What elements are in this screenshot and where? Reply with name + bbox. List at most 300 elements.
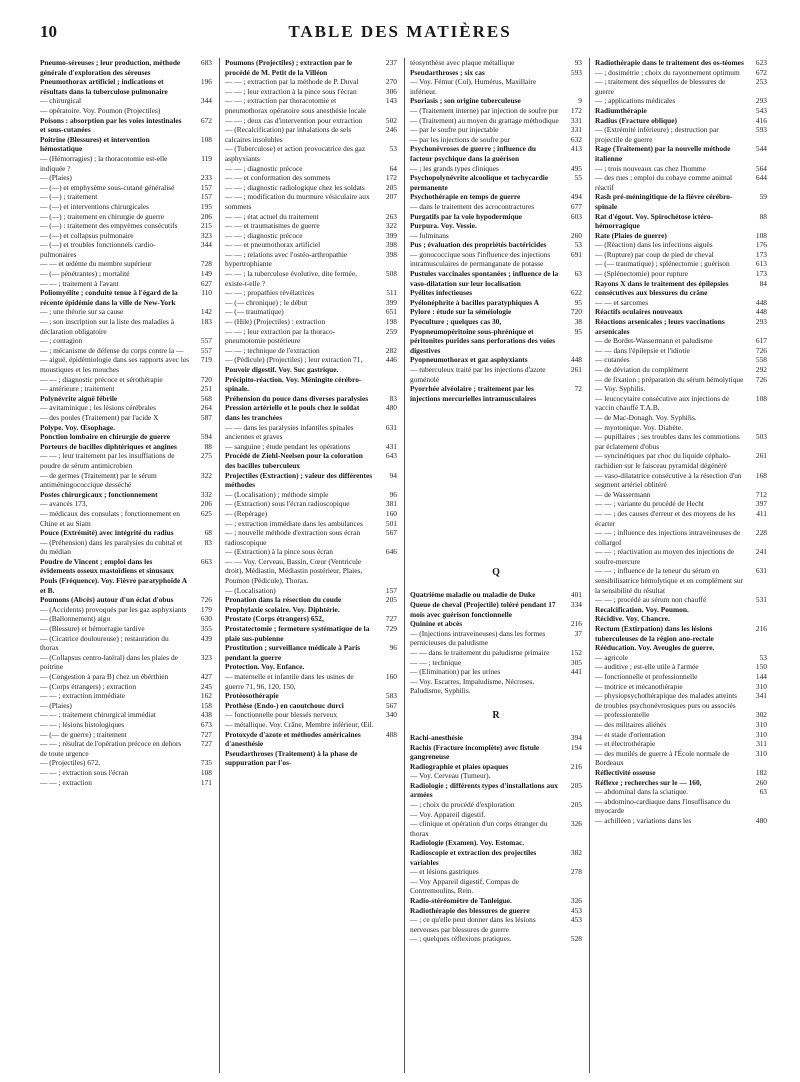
index-entry [595,471,767,490]
entry-page: 259 [385,326,397,336]
index-column-3 [410,58,582,1078]
entry-text: — — dans les paralysies infantiles spinales anciennes et graves [225,422,354,442]
entry-page: 631 [755,566,767,576]
index-entry [410,800,582,810]
index-entry [410,867,582,877]
entry-page: 72 [574,384,582,394]
entry-page: 632 [570,134,582,144]
entry-page: 528 [570,934,582,944]
entry-page: 446 [385,355,397,365]
index-column-1 [40,58,212,1078]
entry-page: 196 [200,77,212,87]
index-entry [595,739,767,749]
index-entry [410,648,582,658]
index-entry [410,106,582,116]
index-entry [225,672,397,691]
index-entry [225,125,397,144]
entry-text: Radiumthérapie [595,105,647,115]
index-entry [225,183,397,193]
entry-text: — cutanées [595,355,630,365]
index-entry [410,202,582,212]
entry-text: — — ; propathies révélatrices [225,288,315,298]
entry-text: — leucocytaire consécutive aux injections de vaccin chauffé T.A.B. [595,393,730,413]
entry-page: 630 [200,614,212,624]
entry-page: 95 [574,297,582,307]
entry-page: 95 [574,326,582,336]
entry-text: — opératoire. Voy. Poumon (Projectiles) [40,105,161,115]
index-entry [410,915,582,934]
entry-text: Prothèse (Endo-) en caoutchouc durci [225,700,344,710]
entry-page: 720 [200,374,212,384]
entry-page: 416 [755,115,767,125]
entry-text: — — ; réactivation au moyen des injections de soufre-mercure [595,547,735,566]
entry-page: 94 [389,470,397,480]
page-number: 10 [40,22,57,41]
entry-text: — (Préhension) dans les paralysies du cubital et du médian [40,537,183,557]
entry-page [562,771,582,781]
entry-page: 55 [574,173,582,183]
entry-text: Pouce (Extrémité) avec intégrité du radius [40,528,174,538]
entry-text: — ; mécanisme de défense du corps contre la — [40,345,184,355]
entry-text: Pneumothorax artificiel ; indications et résultats dans la tuberculose pulmonaire [40,77,168,96]
index-entry [595,691,767,710]
entry-page: 646 [385,547,397,557]
index-entry [595,624,767,643]
entry-text: — (Réaction) dans les infections aiguës [595,240,713,250]
index-entry [40,672,212,682]
entry-text: — — ; état actuel du traitement [225,211,319,221]
index-entry [410,144,582,163]
entry-text: — des rues ; emploi du cobaye comme animal réactif [595,173,733,192]
index-entry [410,116,582,126]
entry-text: — chirurgical [40,96,82,106]
entry-text: — Voy Appareil digestif, Compas de Contremoulins, Rein. [410,876,519,896]
entry-page: 729 [385,624,397,634]
entry-text: Queue de cheval (Projectile) toléré pendant 17 mois avec guérison fonctionnelle [410,599,556,619]
index-entry [40,499,212,509]
entry-text: — (Extraction) sous l'écran radioscopique [225,499,350,509]
entry-page: 261 [755,451,767,461]
entry-text: — — ; des causes d'erreur et des moyens de les écarter [595,508,736,528]
entry-page: 173 [755,249,767,259]
entry-page: 168 [755,470,767,480]
entry-text: — — ; relations avec l'ostéo-arthropathie hypertrophiante [225,249,348,269]
entry-text: — (Extrémité inférieure) ; destruction par projectile de guerre [595,125,719,144]
entry-text: — (Ballonnement) aigu [40,614,111,624]
index-entry [40,778,212,788]
entry-text: — (—) : traitement des empyèmes consécutifs [40,221,178,231]
entry-text: Pyélonéphrite à bacilles paratyphiques A [410,297,539,307]
index-entry [40,538,212,557]
index-entry [40,614,212,624]
index-entry [595,125,767,144]
entry-page: 617 [755,336,767,346]
entry-text: Pus ; évaluation des propriétés bactéricides [410,240,547,250]
entry-text: — clinique et opération d'un corps étranger du thorax [410,819,548,838]
entry-text: — ; contagion [40,336,83,346]
index-entry [595,787,767,797]
index-entry [40,212,212,222]
entry-text: — — ; influence des injections intraveineuses de collargol [595,528,741,547]
entry-page: 323 [200,652,212,662]
index-entry [410,384,582,403]
entry-page: 448 [570,355,582,365]
entry-text: Porteurs de bacilles diphtériques et angines [40,441,177,451]
entry-page: 448 [755,307,767,317]
entry-page: 691 [570,249,582,259]
entry-text: — — dans le traitement du paludisme primaire [410,647,550,657]
entry-text: Recalcification. Voy. Poumon. [595,604,689,614]
entry-page [562,221,582,231]
entry-page: 310 [755,681,767,691]
index-entry [40,346,212,356]
index-entry [225,451,397,470]
entry-text: — ; traitement des séquelles de blessures de guerre [595,77,726,96]
index-entry [410,250,582,269]
entry-page: 171 [200,777,212,787]
entry-text: — ; une théorie sur sa cause [40,307,124,317]
entry-page: 157 [385,585,397,595]
entry-text: — (—) ; traitement en chirurgie de guerre [40,211,165,221]
index-entry [410,355,582,365]
entry-text: — (— de guerre) ; traitement [40,729,127,739]
entry-text: — avancés 173, [40,499,88,509]
index-entry [225,164,397,174]
entry-page: 427 [200,672,212,681]
entry-text: Radiothérapie dans le traitement des os-téomes [595,58,744,67]
entry-text: — — ; diagnostic précoce [225,230,303,240]
entry-page: 683 [200,58,212,67]
entry-page: 557 [200,336,212,346]
index-entry [595,749,767,768]
entry-text: — des poules (Traitement) par l'acide X [40,412,159,422]
entry-text: — de Wassermann [595,489,651,499]
entry-page: 568 [200,393,212,403]
entry-page: 355 [200,624,212,634]
entry-text: — — et œdème du membre supérieur [40,259,152,269]
entry-text: — gonococcique sous l'influence des injections intramusculaires de permanganate de potasse [410,249,551,269]
entry-text: — de fixation ; préparation du sérum hémolytique [595,374,744,384]
entry-page: 142 [200,307,212,317]
index-entry [595,269,767,279]
index-entry [410,762,582,772]
index-entry [595,413,767,423]
entry-page: 622 [570,288,582,298]
entry-text: — — et pneumothorax artificiel [225,240,321,250]
index-entry [225,173,397,183]
entry-page: 508 [385,269,397,279]
entry-page: 344 [200,96,212,106]
entry-page [747,614,767,624]
index-entry [410,317,582,327]
entry-page: 397 [755,499,767,509]
page-title: TABLE DES MATIÈRES [288,22,512,41]
entry-text: Psoriasis ; son origine tuberculeuse [410,96,521,106]
entry-page: 96 [389,489,397,499]
index-entry [40,154,212,173]
index-entry [595,68,767,78]
index-group-q [410,590,582,696]
index-entry [40,634,212,653]
entry-text: Quinine et abcès [410,619,463,629]
entry-page: 331 [570,115,582,125]
entry-text: — (Projectiles) 672, [40,758,101,768]
entry-text: — (Localisation) [225,585,276,595]
index-entry [410,231,582,241]
entry-page: 241 [755,547,767,557]
entry-text: Radiothérapie des blessures de guerre [410,905,530,915]
index-entry [225,307,397,317]
entry-text: — achilléen ; variations dans les [595,815,692,825]
index-entry [595,231,767,241]
entry-page: 108 [755,230,767,240]
entry-page: 310 [755,719,767,729]
index-entry [410,173,582,192]
entry-text: Prostatectomie ; fermeture systématique de la plaie sus-pubienne [225,624,370,643]
entry-text: — — ; diagnostic précoce [225,163,303,173]
index-entry [595,566,767,595]
entry-text: — (Injections intraveineuses) dans les formes pernicieuses du paludisme [410,628,546,648]
index-entry [410,667,582,677]
index-entry [225,720,397,730]
entry-page: 453 [570,915,582,925]
index-entry [595,346,767,356]
index-entry [40,624,212,634]
entry-text: — de déviation du complément [595,365,689,374]
index-entry [410,365,582,384]
index-entry [225,96,397,115]
index-entry [40,259,212,269]
entry-page: 727 [200,729,212,739]
index-entry [40,288,212,307]
index-entry [40,557,212,576]
index-entry [595,662,767,672]
entry-text: — — ; procédé au sérum non chauffé [595,595,707,605]
entry-text: Radius (Fracture oblique) [595,115,677,125]
index-entry [225,710,397,720]
entry-text: — (Plaies) [40,700,72,710]
index-entry [595,816,767,826]
entry-text: Rayons X dans le traitement des épilepsies consécutives aux blessures du crâne [595,278,729,298]
entry-text: Ponction lombaire en chirurgie de guerre [40,432,171,442]
entry-text: — professionnelle [595,710,650,720]
entry-page: 543 [755,105,767,115]
entry-text: — (Pédicule) (Projectiles) ; leur extraction 71, [225,355,363,365]
entry-text: téosynthèse avec plaque métallique [410,58,515,67]
entry-text: Pylore : étude sur la séméiologie [410,307,512,317]
entry-page: 270 [385,77,397,87]
index-entry [595,423,767,433]
entry-text: Postes chirurgicaux ; fonctionnement [40,489,158,499]
entry-text: — (Plaies) [40,173,72,183]
entry-text: Pyopneumothorax et gaz asphyxiants [410,355,528,365]
entry-page: 719 [200,355,212,365]
entry-text: — (Hémorragies) ; la thoracotomie est-elle indiquée ? [40,153,168,173]
index-entry [225,269,397,288]
entry-page: 673 [200,719,212,729]
entry-page: 323 [200,230,212,240]
index-entry [410,733,582,743]
entry-text: — métallique. Voy. Crâne, Membre inférieur, Œil. [225,719,374,729]
index-entry [225,643,397,662]
index-entry [410,221,582,231]
entry-page: 246 [385,125,397,135]
entry-text: Pneumo-séreuses ; leur production, méthode générale d'exploration des séreuses [40,58,181,77]
index-entry [595,259,767,269]
index-entry [40,413,212,423]
entry-page: 215 [200,221,212,231]
entry-text: — — ; traitement à l'avant [40,278,119,288]
index-entry [40,739,212,758]
entry-page: 394 [570,732,582,742]
index-entry [40,758,212,768]
index-entry [40,336,212,346]
entry-page: 260 [570,230,582,240]
entry-page: 593 [755,125,767,135]
entry-page [747,605,767,615]
entry-text: — ; quelques réflexions pratiques. [410,934,512,944]
index-entry [410,600,582,619]
index-group-p [410,58,582,403]
entry-text: Quatrième maladie ou maladie de Duke [410,590,536,600]
entry-page [747,797,767,816]
index-entry [410,125,582,135]
entry-page: 198 [385,317,397,327]
index-entry [410,192,582,202]
entry-page: 502 [385,115,397,125]
entry-page: 292 [755,365,767,374]
entry-page: 643 [385,451,397,461]
entry-text: — et stade d'orientation [595,729,666,739]
entry-text: — — dans l'épilepsie et l'idiotie [595,345,690,355]
index-entry [40,471,212,490]
entry-page: 302 [755,710,767,720]
entry-text: — (Collapsus centro-latéral) dans les plaies de poitrine [40,652,178,672]
entry-text: Précipito-réaction. Voy. Méningite cérébro-spinale. [225,374,362,394]
index-entry [40,595,212,605]
index-entry [595,614,767,624]
entry-text: — (Repérage) [225,508,268,518]
index-entry [410,819,582,838]
entry-page: 83 [389,393,397,403]
entry-page [562,677,582,696]
index-entry [225,231,397,241]
entry-page: 253 [755,77,767,87]
entry-text: — — ; modification du murmure vésiculaire aux sommets [225,192,370,211]
index-entry [595,106,767,116]
entry-page: 261 [570,365,582,374]
entry-page: 399 [385,297,397,307]
entry-page: 207 [385,192,397,202]
entry-page: 144 [755,672,767,681]
entry-text: — de Bordet-Wassermann et paludisme [595,336,713,346]
index-entry [595,384,767,394]
index-entry [40,307,212,317]
index-entry [225,749,397,768]
entry-page: 172 [570,105,582,115]
index-entry [40,375,212,385]
index-entry [225,288,397,298]
entry-page: 413 [570,144,582,154]
index-entry [40,403,212,413]
index-entry [40,202,212,212]
entry-page: 84 [759,278,767,288]
index-entry [40,710,212,720]
index-entry [225,77,397,87]
index-entry [40,394,212,404]
entry-text: — (Hile) (Projectiles) : extraction [225,317,326,327]
entry-page: 531 [755,595,767,605]
index-entry [225,365,397,375]
entry-text: — sanguine ; étude pendant les opérations [225,441,351,451]
entry-page [747,423,767,433]
entry-page: 216 [570,619,582,629]
entry-page: 53 [574,240,582,250]
entry-text: — de germes (Traitement) par le sérum antiméningococcique desséché [40,470,157,490]
index-entry [595,96,767,106]
entry-page: 157 [200,182,212,192]
entry-text: — (Corps étrangers) ; extraction [40,681,137,691]
entry-text: — (Localisation) ; méthode simple [225,489,329,499]
entry-text: — auditive ; est-elle utile à l'armée [595,662,699,672]
index-entry [225,519,397,529]
index-entry [225,595,397,605]
entry-page [192,423,212,433]
index-entry [40,135,212,154]
entry-text: Pyorrhée alvéolaire ; traitement par les injections mercurielles intramusculaires [410,384,537,403]
index-entry [410,164,582,174]
index-entry [595,528,767,547]
entry-text: — — ; lésions histologiques [40,719,125,729]
entry-text: Pyopneumopéritoine sous-phrénique et péritonites purides sans perforations des voies digestives [410,326,556,355]
entry-text: Pseudarthroses ; six cas [410,67,485,77]
entry-text: Rachi-anesthésie [410,732,463,742]
index-entry [595,451,767,470]
entry-page: 726 [200,595,212,605]
entry-page: 593 [570,67,582,77]
index-entry [225,144,397,163]
entry-page: 93 [574,58,582,67]
entry-text: — (Elimination) par les urines [410,667,501,677]
index-entry [40,432,212,442]
index-entry [40,58,212,77]
entry-text: — ; dosimétrie ; choix du rayonnement optimum [595,67,740,77]
index-entry [225,355,397,365]
entry-page: 176 [755,240,767,250]
entry-text: — syncinétiques par choc du liquide céphalo-rachidien sur le faisceau pyramidal dégénéré [595,451,731,470]
index-entry [225,605,397,615]
entry-page: 501 [385,518,397,528]
index-entry [40,269,212,279]
entry-page: 334 [570,599,582,609]
entry-page: 677 [570,201,582,211]
entry-text: — (—) et troubles fonctionnels cardio-pulmonaires [40,240,156,259]
index-group-r [410,733,582,944]
entry-page [377,662,397,672]
entry-text: — — ; influence de la teneur du sérum en sensibilisatrice hémolytique et en complément sur la sensibilité du résultat [595,566,743,595]
entry-page [192,106,212,116]
index-entry [40,384,212,394]
entry-page: 108 [200,134,212,144]
entry-page: 322 [200,470,212,480]
index-entry [595,375,767,385]
index-entry [225,346,397,356]
index-column-4 [595,58,767,1078]
entry-text: — — ; technique de l'extraction [225,345,320,355]
index-entry [410,619,582,629]
index-entry [40,768,212,778]
index-entry [225,327,397,346]
